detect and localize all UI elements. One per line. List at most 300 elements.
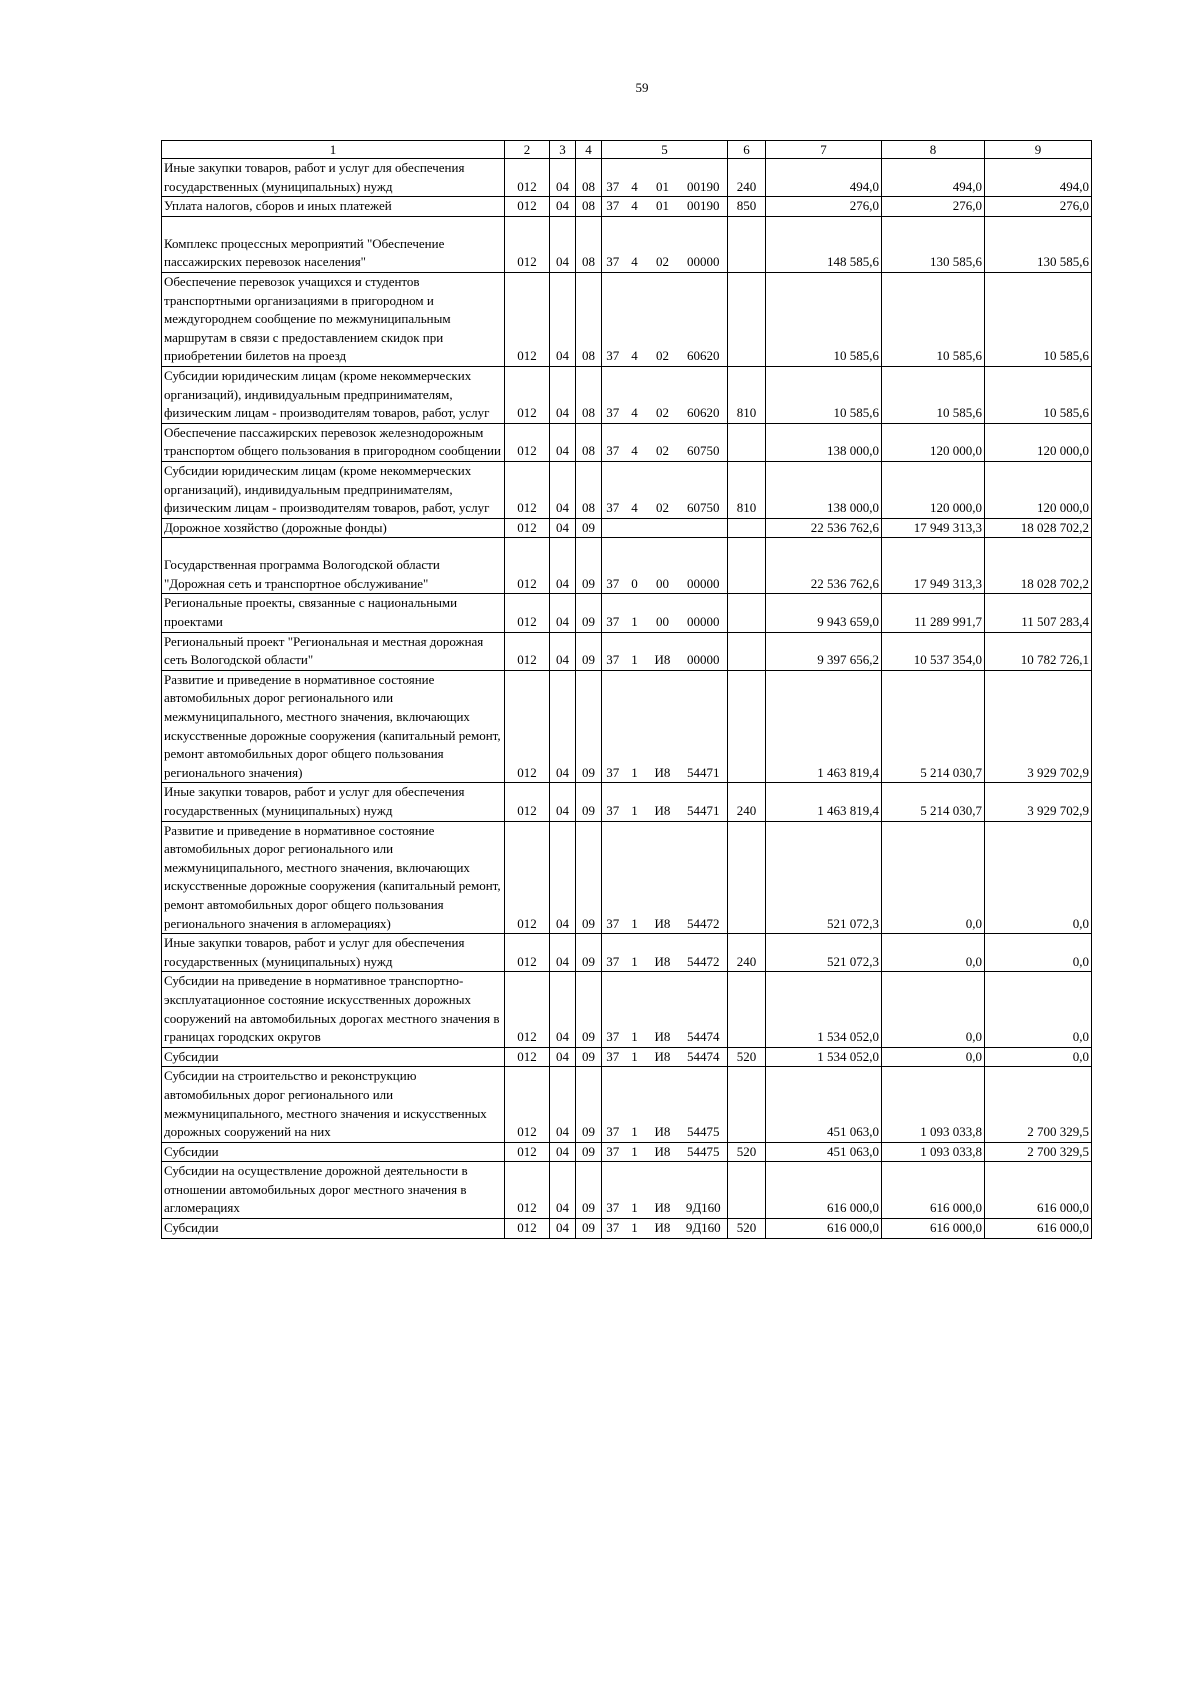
cell-amount-year3: 10 585,6 [985,366,1092,423]
cell-section: 04 [550,632,576,670]
cell-target-program: 37 [602,366,624,423]
cell-admin-code: 012 [505,423,550,461]
cell-amount-year3: 0,0 [985,934,1092,972]
cell-target-subprogram: 1 [624,632,646,670]
table-row [162,1142,1092,1162]
cell-target-event: И8 [646,1067,680,1142]
row-name-text: Региональный проект "Региональная и местная дорожная сеть Вологодской области" [164,633,484,668]
cell-amount-year2: 11 289 991,7 [882,594,985,632]
cell-admin-code: 012 [505,538,550,594]
row-name-spacer [164,538,502,556]
cell-target-subprogram: 1 [624,670,646,783]
cell-amount-year3: 616 000,0 [985,1162,1092,1219]
cell-target-program: 37 [602,1067,624,1142]
page-number: 59 [635,80,649,95]
cell-subsection: 09 [576,821,602,934]
cell-expense-type [728,972,766,1047]
cell-target-program: 37 [602,538,624,594]
table-row [162,1067,1092,1142]
cell-subsection: 08 [576,423,602,461]
cell-target-direction: 54472 [680,821,728,934]
cell-amount-year1: 22 536 762,6 [766,518,882,538]
cell-target-program: 37 [602,972,624,1047]
table-row [162,197,1092,217]
row-name-text: Развитие и приведение в нормативное состояние автомобильных дорог регионального или межмуниципального, местного значения, включающих искусственные дорожные сооружения (капитальный ремонт, ремонт автомобильных дорог общего пользования регионального значения в агломерациях) [164,822,501,931]
cell-amount-year2: 120 000,0 [882,423,985,461]
cell-amount-year1: 138 000,0 [766,423,882,461]
cell-target-event: И8 [646,1142,680,1162]
header-col-5: 5 [602,141,728,159]
cell-section: 04 [550,821,576,934]
cell-target-subprogram: 1 [624,934,646,972]
cell-admin-code: 012 [505,518,550,538]
cell-amount-year1: 1 463 819,4 [766,670,882,783]
table-row [162,538,1092,594]
cell-admin-code: 012 [505,670,550,783]
cell-amount-year1: 494,0 [766,159,882,197]
cell-target-subprogram: 1 [624,594,646,632]
cell-target-direction: 9Д160 [680,1162,728,1219]
cell-expense-type [728,632,766,670]
cell-target-program: 37 [602,197,624,217]
cell-admin-code: 012 [505,159,550,197]
row-name [162,538,505,594]
row-name-text: Региональные проекты, связанные с национальными проектами [164,595,458,630]
cell-amount-year3: 10 585,6 [985,272,1092,366]
cell-target-event: И8 [646,670,680,783]
cell-expense-type [728,594,766,632]
row-name-text: Государственная программа Вологодской области "Дорожная сеть и транспортное обслуживание" [164,557,440,591]
cell-expense-type [728,272,766,366]
cell-admin-code: 012 [505,821,550,934]
cell-target-subprogram: 4 [624,461,646,518]
cell-amount-year2: 5 214 030,7 [882,783,985,821]
cell-subsection: 08 [576,272,602,366]
cell-amount-year3: 120 000,0 [985,423,1092,461]
cell-target-event: И8 [646,1162,680,1219]
cell-section: 04 [550,1162,576,1219]
table-row [162,1162,1092,1219]
header-col-6: 6 [728,141,766,159]
cell-amount-year1: 10 585,6 [766,366,882,423]
cell-target-program: 37 [602,1047,624,1067]
table-row [162,272,1092,366]
table-row [162,366,1092,423]
cell-section: 04 [550,594,576,632]
cell-target-subprogram: 4 [624,272,646,366]
row-name [162,594,505,632]
cell-amount-year2: 1 093 033,8 [882,1067,985,1142]
cell-subsection: 09 [576,594,602,632]
cell-section: 04 [550,783,576,821]
cell-amount-year3: 18 028 702,2 [985,518,1092,538]
cell-subsection: 09 [576,1047,602,1067]
cell-amount-year1: 1 463 819,4 [766,783,882,821]
row-name-text: Обеспечение перевозок учащихся и студентов транспортными организациями в пригородном и междугороднем сообщение по межмуниципальным маршрутам в связи с предоставлением скидок при приобретении билетов на проезд [164,273,451,364]
cell-subsection: 09 [576,518,602,538]
cell-amount-year2: 0,0 [882,821,985,934]
row-name-text: Дорожное хозяйство (дорожные фонды) [164,519,387,535]
cell-amount-year1: 616 000,0 [766,1162,882,1219]
header-col-2: 2 [505,141,550,159]
cell-amount-year1: 22 536 762,6 [766,538,882,594]
cell-expense-type: 850 [728,197,766,217]
cell-target-program: 37 [602,632,624,670]
cell-expense-type [728,518,766,538]
cell-subsection: 09 [576,538,602,594]
cell-admin-code: 012 [505,972,550,1047]
cell-target-program: 37 [602,821,624,934]
cell-target-event: 02 [646,216,680,272]
row-name [162,821,505,934]
cell-expense-type: 810 [728,461,766,518]
cell-amount-year1: 1 534 052,0 [766,972,882,1047]
row-name-text: Обеспечение пассажирских перевозок железнодорожным транспортом общего пользования в пригородном сообщении [164,424,501,459]
cell-amount-year3: 120 000,0 [985,461,1092,518]
row-name-text: Субсидии на осуществление дорожной деятельности в отношении автомобильных дорог местного значения в агломерациях [164,1163,468,1216]
cell-target-direction: 00190 [680,197,728,217]
cell-section: 04 [550,159,576,197]
cell-amount-year1: 451 063,0 [766,1067,882,1142]
cell-expense-type [728,670,766,783]
row-name [162,1067,505,1142]
cell-target-program: 37 [602,272,624,366]
cell-amount-year1: 10 585,6 [766,272,882,366]
cell-target-program: 37 [602,783,624,821]
row-name-text: Иные закупки товаров, работ и услуг для обеспечения государственных (муниципальных) нужд [164,160,465,194]
cell-amount-year2: 17 949 313,3 [882,518,985,538]
cell-target-direction: 54472 [680,934,728,972]
cell-expense-type: 240 [728,159,766,197]
cell-target-direction [680,518,728,538]
cell-amount-year3: 0,0 [985,821,1092,934]
cell-target-subprogram: 4 [624,423,646,461]
row-name [162,783,505,821]
row-name-text: Субсидии [164,1048,219,1064]
cell-target-subprogram: 1 [624,972,646,1047]
row-name [162,1162,505,1219]
cell-target-direction: 00000 [680,216,728,272]
table-row [162,594,1092,632]
cell-amount-year3: 11 507 283,4 [985,594,1092,632]
row-name-text: Субсидии юридическим лицам (кроме некоммерческих организаций), индивидуальным предпринимателям, физическим лицам - производителям товаров, работ, услуг [164,462,490,516]
cell-subsection: 09 [576,972,602,1047]
cell-amount-year3: 3 929 702,9 [985,670,1092,783]
cell-expense-type: 240 [728,934,766,972]
table-row [162,1047,1092,1067]
cell-section: 04 [550,934,576,972]
cell-target-direction: 60620 [680,272,728,366]
cell-admin-code: 012 [505,1162,550,1219]
cell-section: 04 [550,518,576,538]
cell-target-event: И8 [646,1047,680,1067]
cell-amount-year2: 1 093 033,8 [882,1142,985,1162]
cell-section: 04 [550,423,576,461]
cell-amount-year2: 10 537 354,0 [882,632,985,670]
row-name [162,1219,505,1239]
cell-expense-type [728,1162,766,1219]
cell-expense-type [728,1067,766,1142]
table-row [162,934,1092,972]
cell-section: 04 [550,1142,576,1162]
cell-target-direction: 54474 [680,972,728,1047]
cell-expense-type [728,423,766,461]
table-row [162,461,1092,518]
cell-section: 04 [550,216,576,272]
cell-subsection: 09 [576,1162,602,1219]
cell-target-event: И8 [646,934,680,972]
row-name [162,423,505,461]
cell-expense-type [728,821,766,934]
row-name [162,366,505,423]
header-col-8: 8 [882,141,985,159]
table-row [162,972,1092,1047]
cell-amount-year2: 10 585,6 [882,272,985,366]
cell-amount-year3: 130 585,6 [985,216,1092,272]
cell-amount-year1: 138 000,0 [766,461,882,518]
cell-target-program: 37 [602,461,624,518]
row-name-text: Комплекс процессных мероприятий "Обеспечение пассажирских перевозок населения" [164,235,445,270]
cell-target-direction: 60750 [680,461,728,518]
cell-amount-year3: 3 929 702,9 [985,783,1092,821]
cell-amount-year2: 120 000,0 [882,461,985,518]
cell-target-subprogram: 1 [624,1047,646,1067]
cell-admin-code: 012 [505,1047,550,1067]
cell-section: 04 [550,461,576,518]
cell-amount-year3: 276,0 [985,197,1092,217]
row-name [162,670,505,783]
table-row [162,783,1092,821]
cell-subsection: 08 [576,197,602,217]
cell-section: 04 [550,366,576,423]
row-name [162,934,505,972]
cell-amount-year1: 521 072,3 [766,934,882,972]
cell-section: 04 [550,272,576,366]
cell-target-event: 02 [646,272,680,366]
cell-target-program: 37 [602,670,624,783]
cell-admin-code: 012 [505,934,550,972]
cell-target-direction: 54475 [680,1067,728,1142]
cell-subsection: 08 [576,159,602,197]
table-row [162,216,1092,272]
cell-target-event [646,518,680,538]
cell-target-event: И8 [646,821,680,934]
cell-subsection: 09 [576,632,602,670]
cell-admin-code: 012 [505,272,550,366]
cell-target-event: И8 [646,632,680,670]
row-name-text: Развитие и приведение в нормативное состояние автомобильных дорог регионального или межмуниципального, местного значения, включающих искусственные дорожные сооружения (капитальный ремонт, ремонт автомобильных дорог общего пользования регионального значения) [164,671,501,780]
cell-section: 04 [550,1047,576,1067]
cell-target-direction: 60620 [680,366,728,423]
header-col-9: 9 [985,141,1092,159]
cell-expense-type: 810 [728,366,766,423]
table-row [162,821,1092,934]
cell-admin-code: 012 [505,461,550,518]
header-col-3: 3 [550,141,576,159]
cell-target-program: 37 [602,594,624,632]
cell-amount-year2: 130 585,6 [882,216,985,272]
table-row [162,632,1092,670]
cell-target-direction: 54471 [680,783,728,821]
row-name [162,632,505,670]
cell-section: 04 [550,538,576,594]
cell-amount-year1: 1 534 052,0 [766,1047,882,1067]
header-col-4: 4 [576,141,602,159]
cell-target-subprogram: 0 [624,538,646,594]
cell-amount-year1: 148 585,6 [766,216,882,272]
cell-target-direction: 54471 [680,670,728,783]
cell-amount-year2: 10 585,6 [882,366,985,423]
cell-amount-year3: 2 700 329,5 [985,1142,1092,1162]
cell-target-event: 01 [646,197,680,217]
budget-table [161,140,1092,1239]
row-name-text: Иные закупки товаров, работ и услуг для обеспечения государственных (муниципальных) нужд [164,935,465,969]
cell-subsection: 08 [576,216,602,272]
cell-target-event: И8 [646,972,680,1047]
row-name [162,159,505,197]
cell-expense-type: 520 [728,1142,766,1162]
cell-amount-year2: 276,0 [882,197,985,217]
cell-amount-year3: 18 028 702,2 [985,538,1092,594]
cell-amount-year2: 494,0 [882,159,985,197]
row-name [162,461,505,518]
row-name [162,1142,505,1162]
row-name [162,197,505,217]
cell-expense-type: 240 [728,783,766,821]
cell-target-subprogram: 1 [624,1142,646,1162]
cell-amount-year2: 0,0 [882,972,985,1047]
cell-target-subprogram: 1 [624,783,646,821]
cell-expense-type: 520 [728,1047,766,1067]
cell-amount-year1: 451 063,0 [766,1142,882,1162]
table-row [162,670,1092,783]
header-col-7: 7 [766,141,882,159]
row-name-text: Субсидии [164,1143,219,1159]
table-row [162,1219,1092,1239]
cell-target-event: 01 [646,159,680,197]
cell-target-program: 37 [602,1219,624,1239]
cell-admin-code: 012 [505,632,550,670]
cell-section: 04 [550,972,576,1047]
cell-target-direction: 00190 [680,159,728,197]
cell-amount-year2: 17 949 313,3 [882,538,985,594]
row-name [162,216,505,272]
cell-target-program [602,518,624,538]
row-name [162,518,505,538]
row-name [162,972,505,1047]
cell-target-subprogram: 4 [624,366,646,423]
cell-target-subprogram: 1 [624,1067,646,1142]
cell-amount-year2: 616 000,0 [882,1162,985,1219]
cell-admin-code: 012 [505,366,550,423]
cell-expense-type [728,538,766,594]
cell-section: 04 [550,1219,576,1239]
cell-target-event: 02 [646,461,680,518]
cell-target-subprogram: 4 [624,159,646,197]
cell-section: 04 [550,670,576,783]
cell-target-program: 37 [602,159,624,197]
cell-target-event: 02 [646,366,680,423]
cell-target-subprogram: 1 [624,1162,646,1219]
cell-target-program: 37 [602,1162,624,1219]
cell-target-direction: 00000 [680,594,728,632]
table-row [162,423,1092,461]
cell-section: 04 [550,1067,576,1142]
cell-amount-year1: 9 943 659,0 [766,594,882,632]
cell-amount-year3: 494,0 [985,159,1092,197]
row-name-text: Иные закупки товаров, работ и услуг для обеспечения государственных (муниципальных) нужд [164,784,465,818]
header-row [162,141,1092,159]
cell-target-program: 37 [602,934,624,972]
cell-target-event: И8 [646,1219,680,1239]
cell-admin-code: 012 [505,1219,550,1239]
cell-expense-type [728,216,766,272]
cell-amount-year3: 10 782 726,1 [985,632,1092,670]
cell-amount-year3: 0,0 [985,1047,1092,1067]
row-name [162,1047,505,1067]
row-name-text: Субсидии [164,1220,219,1236]
table-row [162,159,1092,197]
cell-target-subprogram: 4 [624,197,646,217]
table-body [162,159,1092,1239]
cell-amount-year2: 0,0 [882,1047,985,1067]
cell-subsection: 08 [576,461,602,518]
cell-subsection: 09 [576,934,602,972]
cell-target-program: 37 [602,1142,624,1162]
cell-target-subprogram [624,518,646,538]
cell-target-direction: 00000 [680,538,728,594]
cell-amount-year1: 276,0 [766,197,882,217]
table-row [162,518,1092,538]
cell-subsection: 09 [576,783,602,821]
row-name-spacer [164,217,502,235]
cell-amount-year3: 0,0 [985,972,1092,1047]
cell-target-event: И8 [646,783,680,821]
cell-amount-year2: 0,0 [882,934,985,972]
row-name-text: Уплата налогов, сборов и иных платежей [164,198,392,214]
cell-target-subprogram: 1 [624,1219,646,1239]
cell-target-subprogram: 1 [624,821,646,934]
cell-target-program: 37 [602,423,624,461]
cell-amount-year3: 2 700 329,5 [985,1067,1092,1142]
cell-target-program: 37 [602,216,624,272]
cell-target-direction: 60750 [680,423,728,461]
cell-amount-year2: 616 000,0 [882,1219,985,1239]
cell-target-event: 02 [646,423,680,461]
cell-admin-code: 012 [505,594,550,632]
cell-amount-year1: 616 000,0 [766,1219,882,1239]
cell-admin-code: 012 [505,216,550,272]
cell-admin-code: 012 [505,1142,550,1162]
cell-amount-year1: 521 072,3 [766,821,882,934]
row-name-text: Субсидии на приведение в нормативное транспортно-эксплуатационное состояние искусственных дорожных сооружений на автомобильных дорогах местного значения в границах городских округов [164,973,500,1045]
cell-target-direction: 54474 [680,1047,728,1067]
cell-target-direction: 9Д160 [680,1219,728,1239]
cell-admin-code: 012 [505,1067,550,1142]
cell-admin-code: 012 [505,197,550,217]
cell-amount-year3: 616 000,0 [985,1219,1092,1239]
cell-target-event: 00 [646,538,680,594]
row-name [162,272,505,366]
cell-target-direction: 00000 [680,632,728,670]
cell-expense-type: 520 [728,1219,766,1239]
cell-subsection: 09 [576,1219,602,1239]
row-name-text: Субсидии на строительство и реконструкцию автомобильных дорог регионального или межмуниципального, местного значения и искусственных дорожных сооружений на них [164,1068,487,1140]
cell-subsection: 09 [576,1067,602,1142]
header-col-1: 1 [162,141,505,159]
cell-subsection: 09 [576,1142,602,1162]
cell-amount-year1: 9 397 656,2 [766,632,882,670]
